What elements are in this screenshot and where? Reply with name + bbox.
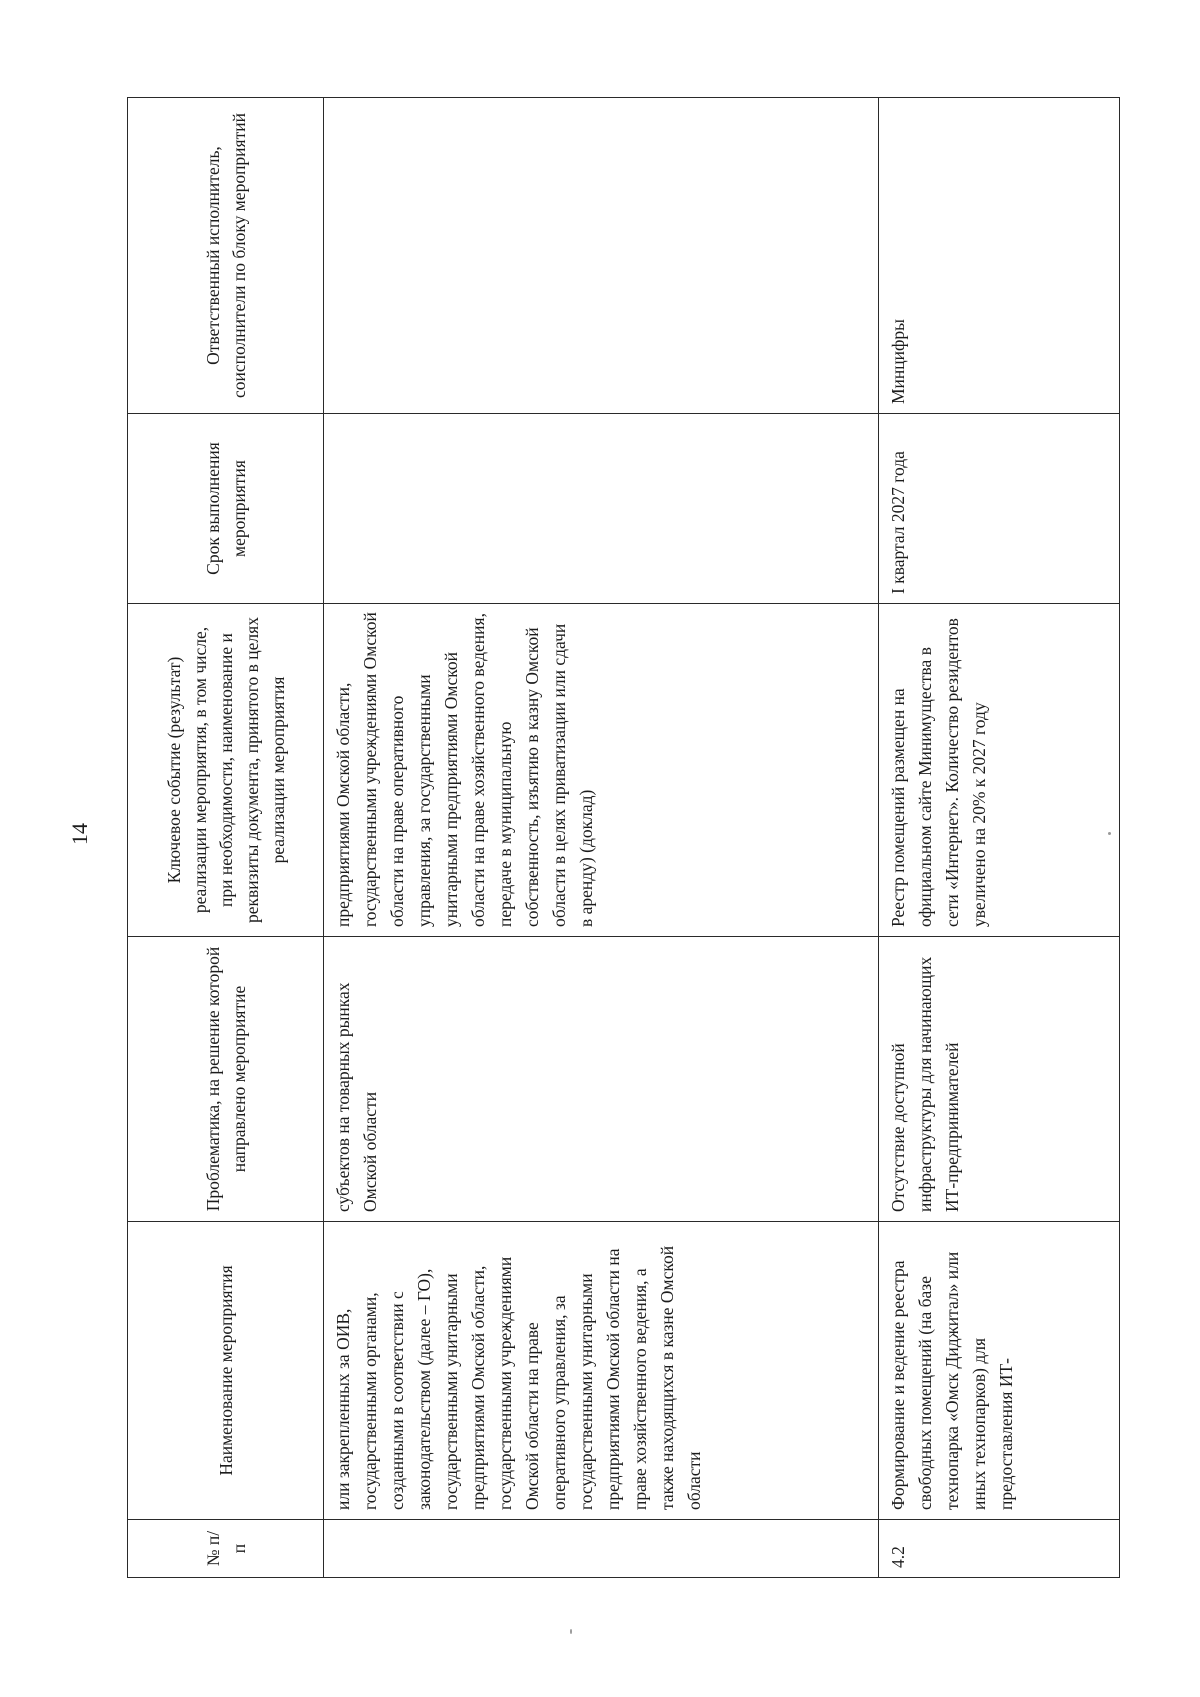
scan-speck	[570, 1629, 572, 1634]
row1-problem: субъектов на товарных рынках Омской области	[324, 937, 879, 1222]
row2-num: 4.2	[879, 1520, 1120, 1578]
row2-deadline: I квартал 2027 года	[879, 414, 1120, 604]
measures-table	[127, 97, 1120, 1578]
row1-deadline	[324, 414, 879, 604]
row1-num	[324, 1520, 879, 1578]
row2-problem: Отсутствие доступной инфраструктуры для начинающих ИТ-предпринимателей	[879, 937, 1120, 1222]
header-problem: Проблематика, на решение которой направлено мероприятие	[128, 937, 324, 1222]
page-number: 14	[67, 823, 92, 845]
header-result: Ключевое событие (результат) реализации мероприятия, в том числе, при необходимости, наименование и реквизиты документа, принятого в целях реализации мероприятия	[128, 604, 324, 937]
row2-result: Реестр помещений размещен на официальном сайте Минимущества в сети «Интернет». Количество резидентов увеличено на 20% к 2027 году	[879, 604, 1120, 937]
table-row	[879, 98, 1120, 1578]
row1-name: или закрепленных за ОИВ, государственными органами, созданными в соответствии с законодательством (далее – ГО), государственными унитарными предприятиями Омской области, государственными учреждениями Омской области на праве оперативного управления, за государственными унитарными предприятиями Омской области на праве хозяйственного ведения, а также находящихся в казне Омской области	[324, 1222, 879, 1520]
row1-result: предприятиями Омской области, государственными учреждениями Омской области на праве оперативного управления, за государственными унитарными предприятиями Омской области на праве хозяйственного ведения, передаче в муниципальную собственность, изъятию в казну Омской области в целях приватизации или сдачи в аренду) (доклад)	[324, 604, 879, 937]
table-header-row	[128, 98, 324, 1578]
header-deadline: Срок выполнения мероприятия	[128, 414, 324, 604]
header-responsible: Ответственный исполнитель, соисполнители по блоку мероприятий	[128, 98, 324, 414]
row1-responsible	[324, 98, 879, 414]
rotated-page-content	[127, 98, 1119, 1578]
table-row	[324, 98, 879, 1578]
row2-name: Формирование и ведение реестра свободных помещений (на базе технопарка «Омск Диджитал» или иных технопарков) для предоставления ИТ-	[879, 1222, 1120, 1520]
row2-responsible: Минцифры	[879, 98, 1120, 414]
header-name: Наименование мероприятия	[128, 1222, 324, 1520]
scan-speck	[1108, 832, 1111, 835]
header-num: № п/п	[128, 1520, 324, 1578]
